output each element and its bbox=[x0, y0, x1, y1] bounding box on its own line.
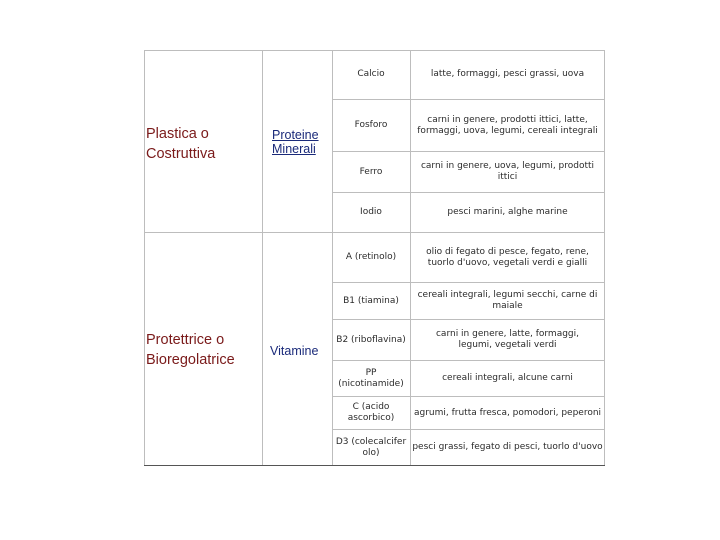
table-border-right bbox=[604, 50, 605, 466]
sources-cell: carni in genere, prodotti ittici, latte, formaggi, uova, legumi, cereali integrali bbox=[417, 114, 598, 136]
table-border-left bbox=[144, 50, 145, 466]
sources-cell: carni in genere, latte, formaggi, legumi, vegetali verdi bbox=[435, 329, 579, 350]
sources-cell: cereali integrali, legumi secchi, carne di maiale bbox=[417, 290, 598, 311]
sources-cell: carni in genere, uova, legumi, prodotti ittici bbox=[420, 161, 595, 182]
nutrient-cell: B2 (riboflavina) bbox=[336, 334, 406, 345]
table-border-bottom bbox=[144, 465, 605, 466]
nutrient-cell: Fosforo bbox=[354, 120, 388, 130]
nutrition-table bbox=[144, 50, 605, 466]
nutrient-cell: Calcio bbox=[357, 69, 385, 79]
sources-cell: cereali integrali, alcune carni bbox=[442, 373, 573, 383]
sources-cell: pesci grassi, fegato di pesci, tuorlo d'uovo bbox=[412, 442, 603, 452]
sources-cell: latte, formaggi, pesci grassi, uova bbox=[430, 69, 585, 79]
group-label: Vitamine bbox=[270, 344, 319, 358]
column-divider-1 bbox=[262, 50, 263, 466]
nutrient-cell: B1 (tiamina) bbox=[343, 295, 399, 306]
function-label: Protettrice o Bioregolatrice bbox=[146, 332, 235, 368]
nutrient-cell: Ferro bbox=[359, 166, 383, 177]
function-label: Plastica o Costruttiva bbox=[146, 126, 216, 162]
sources-cell: agrumi, frutta fresca, pomodori, peperoni bbox=[413, 407, 602, 418]
nutrient-cell: C (acido ascorbico) bbox=[347, 402, 395, 423]
nutrient-cell: D3 (colecalciferolo) bbox=[335, 436, 407, 458]
nutrient-cell: Iodio bbox=[360, 207, 382, 217]
sources-cell: pesci marini, alghe marine bbox=[447, 207, 568, 217]
nutrient-cell: A (retinolo) bbox=[345, 252, 397, 262]
sources-cell: olio di fegato di pesce, fegato, rene, tuorlo d'uovo, vegetali verdi e gialli bbox=[426, 246, 589, 268]
nutrient-cell: PP (nicotinamide) bbox=[338, 367, 404, 389]
group-label: Proteine Minerali bbox=[272, 128, 319, 156]
